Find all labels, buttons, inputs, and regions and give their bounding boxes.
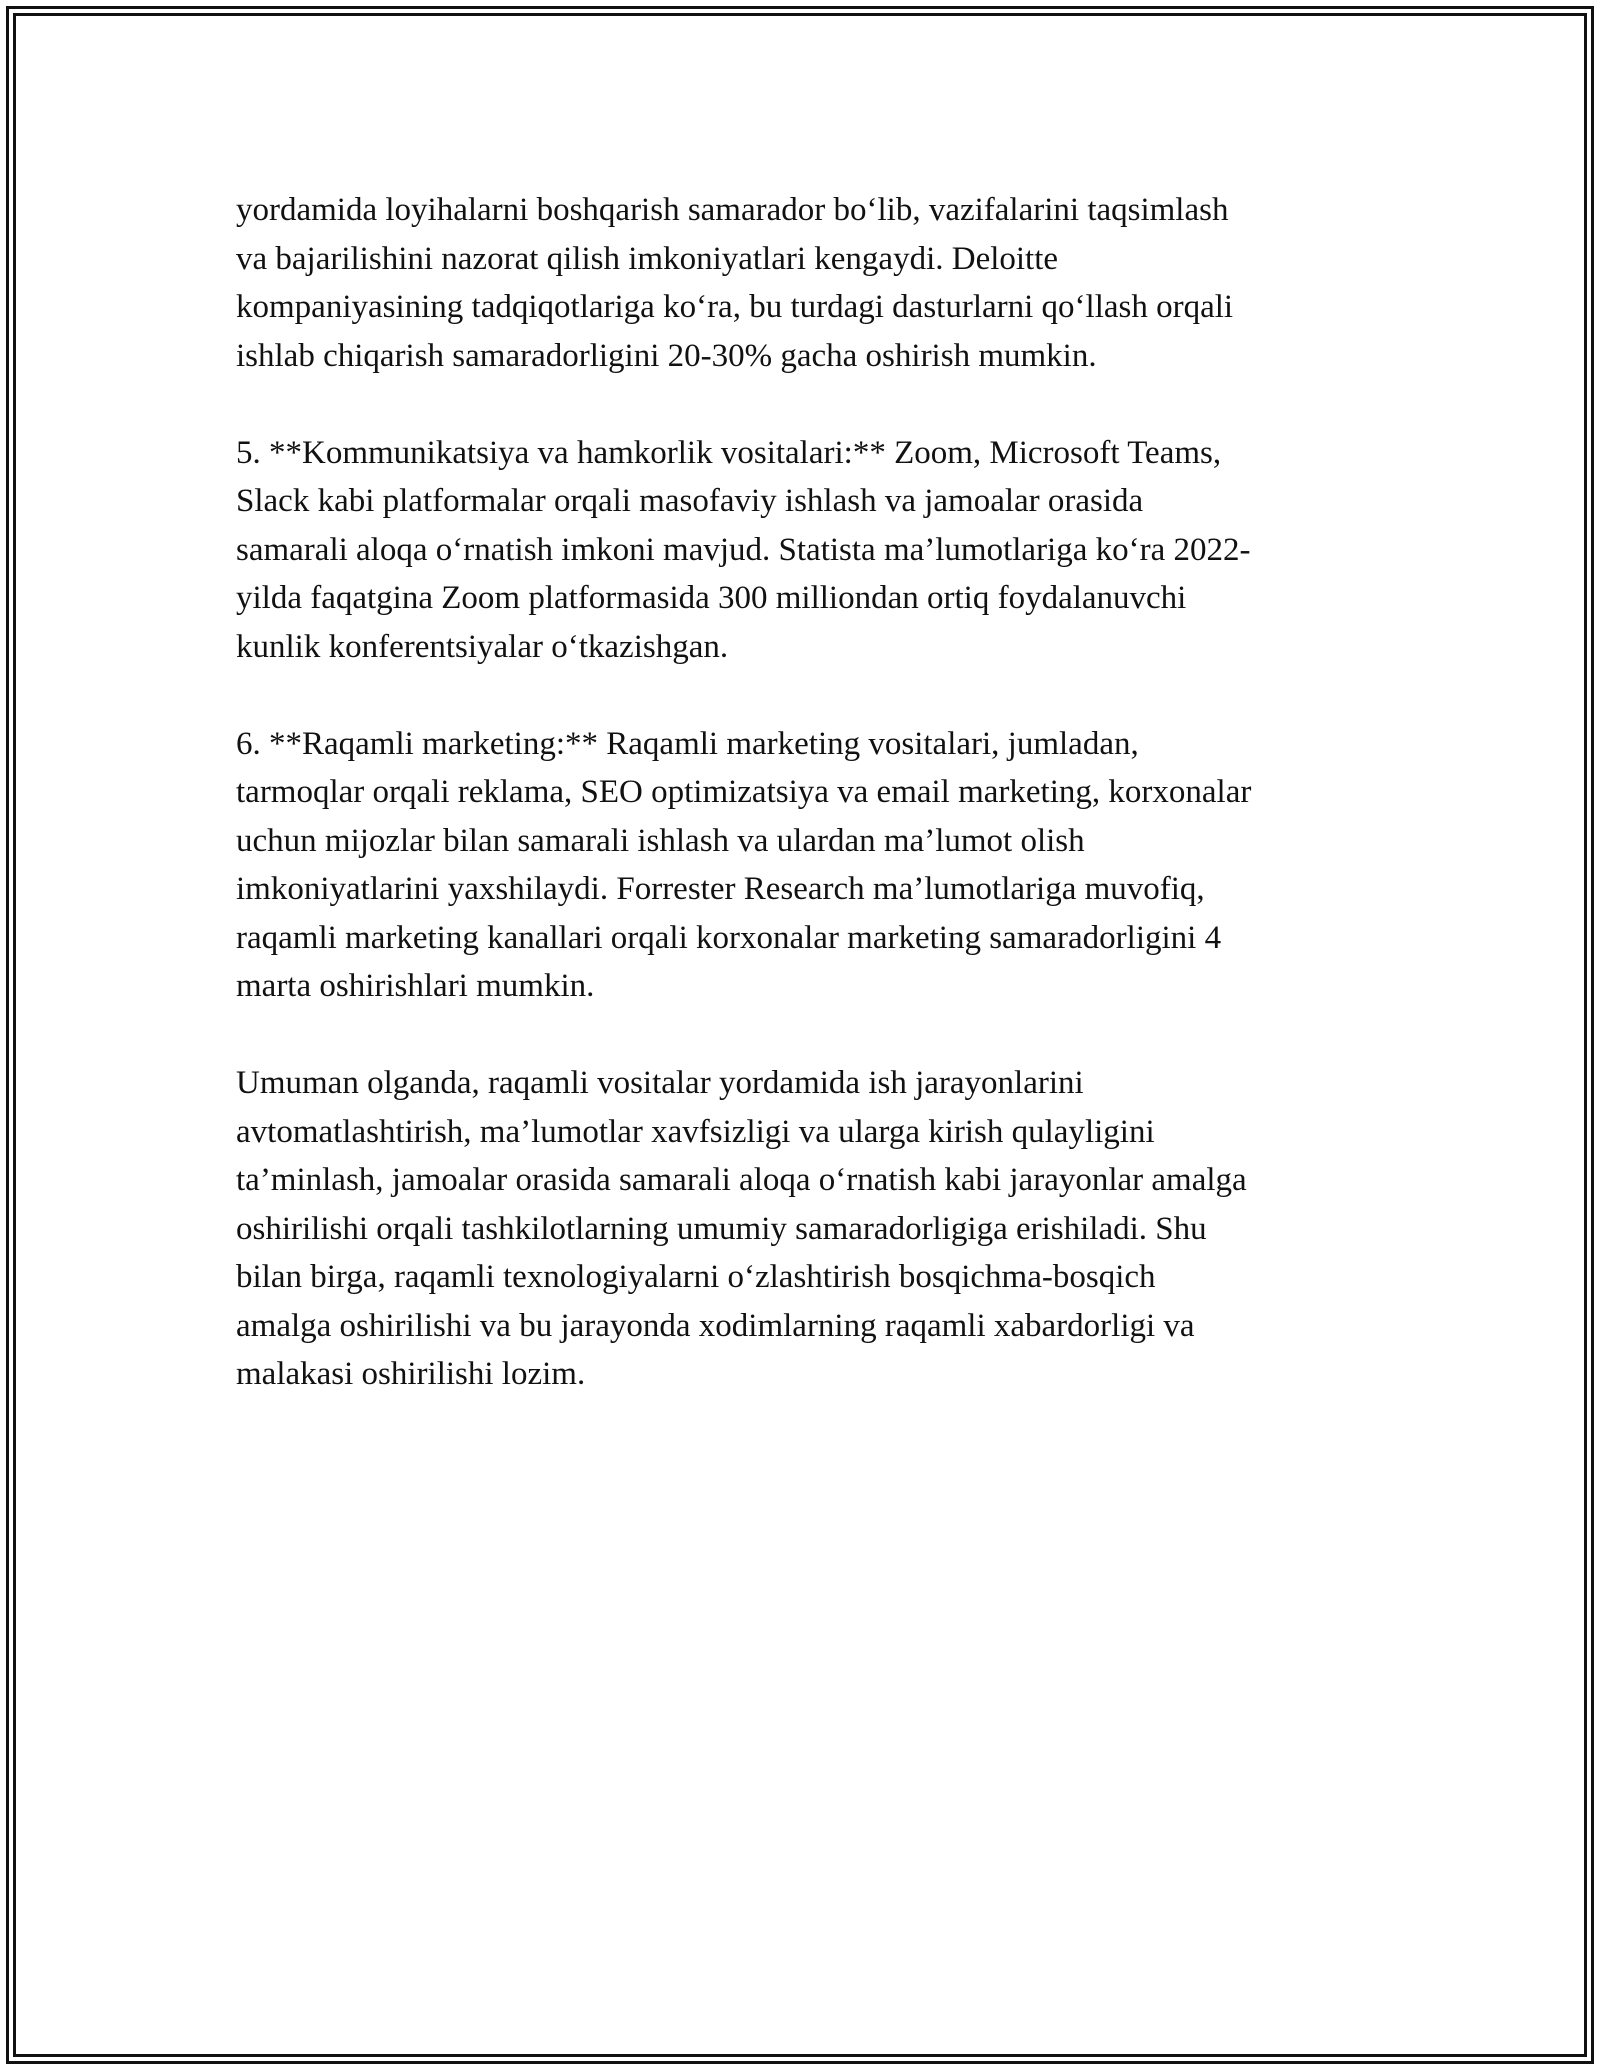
text-line: yilda faqatgina Zoom platformasida 300 milliondan ortiq foydalanuvchi [236, 580, 1187, 616]
document-body [236, 186, 1376, 1447]
text-line: samarali aloqa o‘rnatish imkoni mavjud. Statista ma’lumotlariga ko‘ra 2022- [236, 531, 1251, 568]
paragraph-digital-marketing [236, 720, 1376, 1011]
text-line: 6. **Raqamli marketing:** Raqamli marketing vositalari, jumladan, [236, 725, 1139, 762]
text-line: ta’minlash, jamoalar orasida samarali aloqa o‘rnatish kabi jarayonlar amalga [236, 1162, 1247, 1198]
text-line: va bajarilishini nazorat qilish imkoniyatlari kengaydi. Deloitte [236, 240, 1059, 277]
text-line: uchun mijozlar bilan samarali ishlash va ulardan ma’lumot olish [236, 822, 1085, 859]
text-line: marta oshirishlari mumkin. [236, 968, 595, 1004]
text-line: amalga oshirilishi va bu jarayonda xodimlarning raqamli xabardorligi va [236, 1307, 1195, 1344]
paragraph-project-management [236, 186, 1376, 380]
text-line: avtomatlashtirish, ma’lumotlar xavfsizligi va ularga kirish qulayligini [236, 1113, 1155, 1150]
text-line: 5. **Kommunikatsiya va hamkorlik vositalari:** Zoom, Microsoft Teams, [236, 434, 1222, 471]
text-line: imkoniyatlarini yaxshilaydi. Forrester Research ma’lumotlariga muvofiq, [236, 871, 1205, 907]
text-line: kunlik konferentsiyalar o‘tkazishgan. [236, 628, 729, 665]
text-line: raqamli marketing kanallari orqali korxonalar marketing samaradorligini 4 [236, 919, 1222, 956]
text-line: tarmoqlar orqali reklama, SEO optimizatsiya va email marketing, korxonalar [236, 774, 1252, 810]
paragraph-communication-tools [236, 429, 1376, 672]
paragraph-conclusion [236, 1059, 1376, 1399]
text-line: yordamida loyihalarni boshqarish samarador bo‘lib, vazifalarini taqsimlash [236, 192, 1229, 228]
text-line: kompaniyasining tadqiqotlariga ko‘ra, bu turdagi dasturlarni qo‘llash orqali [236, 289, 1234, 325]
text-line: bilan birga, raqamli texnologiyalarni o‘zlashtirish bosqichma-bosqich [236, 1259, 1156, 1295]
text-line: oshirilishi orqali tashkilotlarning umumiy samaradorligiga erishiladi. Shu [236, 1210, 1207, 1247]
text-line: Slack kabi platformalar orqali masofaviy ishlash va jamoalar orasida [236, 483, 1144, 519]
text-line: ishlab chiqarish samaradorligini 20-30% gacha oshirish mumkin. [236, 337, 1097, 374]
text-line: Umuman olganda, raqamli vositalar yordamida ish jarayonlarini [236, 1065, 1084, 1101]
text-line: malakasi oshirilishi lozim. [236, 1356, 586, 1392]
